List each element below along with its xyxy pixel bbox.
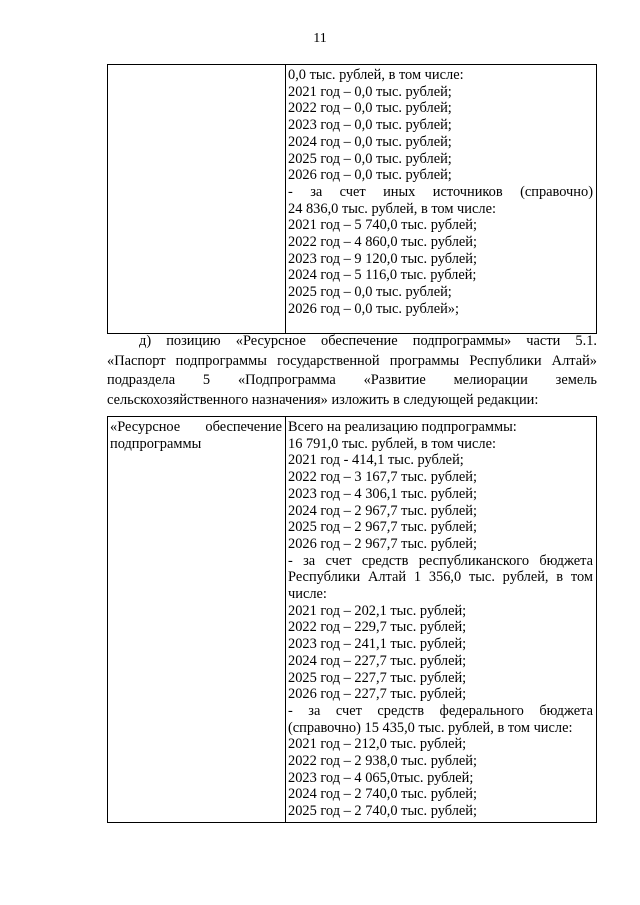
table-line: 2022 год – 0,0 тыс. рублей; — [288, 100, 452, 117]
table-line: 24 836,0 тыс. рублей, в том числе: — [288, 200, 496, 217]
table-line: 2024 год – 2 967,7 тыс. рублей; — [288, 502, 477, 519]
table-line: 2021 год – 202,1 тыс. рублей; — [288, 602, 467, 619]
table-line: 2021 год – 0,0 тыс. рублей; — [288, 83, 452, 100]
table-cell-label — [108, 65, 286, 334]
table-line: 2023 год – 4 306,1 тыс. рублей; — [288, 485, 477, 502]
table-line: 2025 год – 2 740,0 тыс. рублей; — [288, 803, 477, 820]
table-line: 2024 год – 5 116,0 тыс. рублей; — [288, 267, 477, 284]
paragraph-line: «Паспорт подпрограммы государственной программы Республики Алтай» — [107, 352, 597, 369]
table-line: 2025 год – 227,7 тыс. рублей; — [288, 669, 467, 686]
table-line: (справочно) 15 435,0 тыс. рублей, в том числе: — [288, 719, 573, 736]
page-number: 11 — [313, 31, 327, 46]
table-label-line: подпрограммы — [110, 435, 202, 452]
table-line: 2026 год – 0,0 тыс. рублей»; — [288, 300, 459, 317]
table-line: 2021 год – 5 740,0 тыс. рублей; — [288, 217, 477, 234]
table-line: 2024 год – 227,7 тыс. рублей; — [288, 652, 467, 669]
resource-provision-table — [107, 416, 597, 823]
table-line: числе: — [288, 586, 327, 603]
table-line: 2022 год – 2 938,0 тыс. рублей; — [288, 753, 477, 770]
table-line: 2024 год – 2 740,0 тыс. рублей; — [288, 786, 477, 803]
table-label-line: «Ресурсное обеспечение — [110, 419, 282, 435]
table-line: 2026 год – 227,7 тыс. рублей; — [288, 686, 467, 703]
table-line: 2025 год – 2 967,7 тыс. рублей; — [288, 519, 477, 536]
table-row — [108, 417, 597, 823]
table-line: 2023 год – 4 065,0тыс. рублей; — [288, 769, 474, 786]
table-line: 0,0 тыс. рублей, в том числе: — [288, 67, 464, 83]
table-line: - за счет иных источников (справочно) — [288, 183, 593, 200]
table-cell-content — [286, 417, 597, 823]
funding-table-continued — [107, 64, 597, 334]
table-line: 2025 год – 0,0 тыс. рублей; — [288, 284, 452, 301]
table-line: Республики Алтай 1 356,0 тыс. рублей, в том — [288, 569, 593, 586]
table-line: 2022 год – 229,7 тыс. рублей; — [288, 619, 467, 636]
paragraph-line: подраздела 5 «Подпрограмма «Развитие мелиорации земель — [107, 372, 597, 388]
table-line: 2023 год – 9 120,0 тыс. рублей; — [288, 250, 477, 267]
paragraph-line: сельскохозяйственного назначения» изложить в следующей редакции: — [107, 391, 539, 408]
table-line: - за счет средств федерального бюджета — [288, 702, 593, 719]
table-line: 2024 год – 0,0 тыс. рублей; — [288, 133, 452, 150]
table-line: Всего на реализацию подпрограммы: — [288, 419, 517, 435]
table-cell-label — [108, 417, 286, 823]
amendment-paragraph — [107, 332, 597, 410]
table-line: 2026 год – 0,0 тыс. рублей; — [288, 167, 452, 184]
table-line: - за счет средств республиканского бюджета — [288, 552, 593, 569]
table-line: 2023 год – 241,1 тыс. рублей; — [288, 636, 467, 653]
table-line: 16 791,0 тыс. рублей, в том числе: — [288, 435, 496, 452]
table-line: 2022 год – 4 860,0 тыс. рублей; — [288, 234, 477, 251]
table-line: 2025 год – 0,0 тыс. рублей; — [288, 150, 452, 167]
table-line: 2026 год – 2 967,7 тыс. рублей; — [288, 535, 477, 552]
table-line: 2023 год – 0,0 тыс. рублей; — [288, 117, 452, 134]
table-line: 2021 год – 212,0 тыс. рублей; — [288, 736, 467, 753]
table-line: 2022 год – 3 167,7 тыс. рублей; — [288, 469, 477, 486]
paragraph-line: д) позицию «Ресурсное обеспечение подпрограммы» части 5.1. — [139, 333, 597, 349]
table-row — [108, 65, 597, 334]
table-line: 2021 год - 414,1 тыс. рублей; — [288, 452, 464, 469]
table-cell-content — [286, 65, 597, 334]
